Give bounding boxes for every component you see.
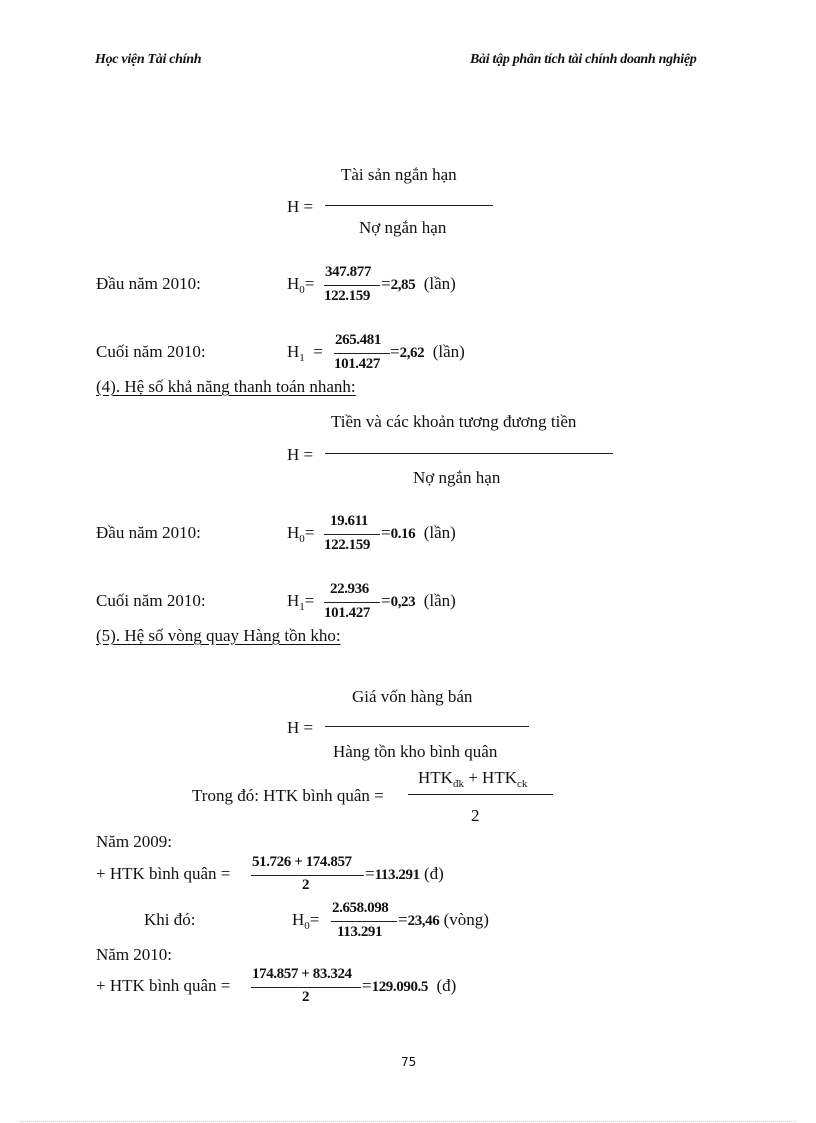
fraction-bar <box>331 921 397 922</box>
result: =0,23 (lần) <box>381 591 456 610</box>
avg-label: + HTK bình quân = <box>96 976 231 995</box>
formula-lhs: Trong đó: HTK bình quân = <box>192 786 384 805</box>
formula-numerator: $HTK_{đk} + HTK_{ck}$ <box>418 768 528 790</box>
avg-numerator: 174.857 + 83.324 <box>252 966 352 982</box>
result: =0.16 (lần) <box>381 523 456 542</box>
denominator-value: 101.427 <box>334 356 380 372</box>
row-label: Cuối năm 2010: <box>96 342 206 361</box>
formula-denominator: Nợ ngắn hạn <box>413 468 501 487</box>
avg-label: + HTK bình quân = <box>96 864 231 883</box>
avg-result: =113.291 (đ) <box>365 864 444 883</box>
fraction-bar <box>324 534 380 535</box>
fraction-bar <box>325 205 493 206</box>
fraction-bar <box>325 726 529 727</box>
section-heading-quick-ratio: (4). Hệ số khả năng thanh toán nhanh: <box>96 377 356 396</box>
h-variable: $H_0=$ <box>287 274 315 296</box>
page-bottom-divider <box>20 1121 796 1122</box>
fraction-bar <box>325 453 613 454</box>
fraction-bar <box>251 987 361 988</box>
h-denominator: 113.291 <box>337 924 383 940</box>
formula-numerator: Tài sản ngắn hạn <box>341 165 457 184</box>
numerator-value: 19.611 <box>330 513 369 529</box>
row-label: Cuối năm 2010: <box>96 591 206 610</box>
formula-lhs: H = <box>287 718 314 737</box>
denominator-value: 122.159 <box>324 537 370 553</box>
numerator-value: 347.877 <box>325 264 371 280</box>
result: =2,85 (lần) <box>381 274 456 293</box>
section-heading-inventory-turnover: (5). Hệ số vòng quay Hàng tồn kho: <box>96 626 341 645</box>
page-number: 75 <box>401 1055 417 1069</box>
formula-numerator: Tiền và các khoản tương đương tiền <box>331 412 577 431</box>
result: =2,62 (lần) <box>390 342 465 361</box>
h-variable: $H_0=$ <box>292 910 320 932</box>
formula-lhs: H = <box>287 197 314 216</box>
row-label: Đầu năm 2010: <box>96 274 201 293</box>
avg-denominator: 2 <box>302 877 310 893</box>
denominator-value: 122.159 <box>324 288 370 304</box>
formula-denominator: Nợ ngắn hạn <box>359 218 447 237</box>
header-left: Học viện Tài chính <box>95 52 202 67</box>
fraction-bar <box>408 794 553 795</box>
h-variable: $H_0=$ <box>287 523 315 545</box>
fraction-bar <box>334 353 390 354</box>
avg-denominator: 2 <box>302 989 310 1005</box>
h-variable: $H_1=$ <box>287 591 315 613</box>
numerator-value: 265.481 <box>335 332 381 348</box>
formula-lhs: H = <box>287 445 314 464</box>
h-variable: $H_1$ = <box>287 342 323 364</box>
header-right: Bài tập phân tích tài chính doanh nghiệp <box>470 52 697 67</box>
denominator-value: 101.427 <box>324 605 370 621</box>
formula-denominator: 2 <box>471 806 480 825</box>
h-result: =23,46 (vòng) <box>398 910 489 929</box>
fraction-bar <box>251 875 364 876</box>
year-label: Năm 2009: <box>96 832 173 851</box>
avg-result: =129.090.5 (đ) <box>362 976 457 995</box>
h-numerator: 2.658.098 <box>332 900 389 916</box>
year-label: Năm 2010: <box>96 945 173 964</box>
fraction-bar <box>324 285 380 286</box>
fraction-bar <box>324 602 380 603</box>
row-label: Đầu năm 2010: <box>96 523 201 542</box>
numerator-value: 22.936 <box>330 581 369 597</box>
then-label: Khi đó: <box>144 910 196 929</box>
avg-numerator: 51.726 + 174.857 <box>252 854 352 870</box>
formula-denominator: Hàng tồn kho bình quân <box>333 742 498 761</box>
formula-numerator: Giá vốn hàng bán <box>352 687 473 706</box>
